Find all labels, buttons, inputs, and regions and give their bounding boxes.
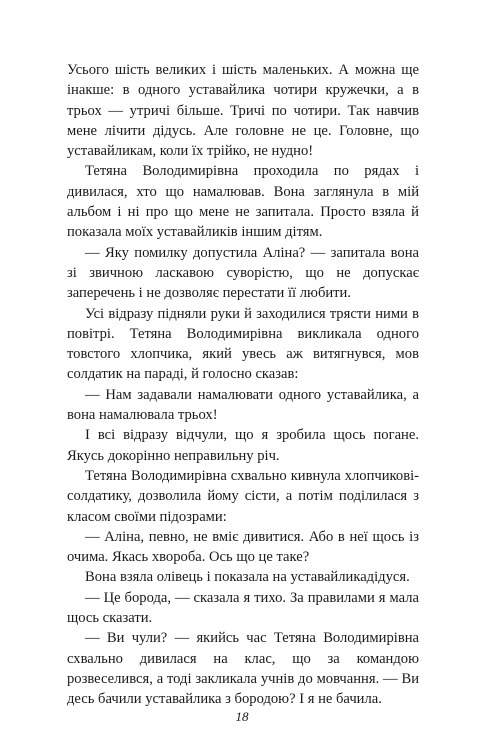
paragraph: — Яку помилку допустила Аліна? — запитала вона зі звичною ласкавою суворістю, що не допускає заперечень і не дозволяє перестати її любити. xyxy=(67,244,419,302)
paragraph: Тетяна Володимирівна схвально кивнула хлопчикові-солдатику, дозволила йому сісти, а потім поділилася з класом своїми підозрами: xyxy=(67,467,419,525)
paragraph: Усі відразу підняли руки й заходилися трясти ними в повітрі. Тетяна Володимирівна викликала одного товстого хлопчика, який увесь аж витягнувся, мов солдатик на параді, й голосно сказав: xyxy=(67,305,419,383)
paragraph: Вона взяла олівець і показала на уставайликадідуся. xyxy=(85,569,410,586)
paragraph: — Аліна, певно, не вміє дивитися. Або в неї щось із очима. Якась хвороба. Ось що це таке? xyxy=(67,528,419,566)
paragraph: — Ви чули? — якийсь час Тетяна Володимирівна схвально дивилася на клас, що за командою розвеселився, а тоді закликала учнів до мовчання. — Ви десь бачили уставайлика з бородою? І я не бачила. xyxy=(67,630,419,708)
body-text xyxy=(67,60,419,710)
paragraph: Усього шість великих і шість маленьких. А можна ще інакше: в одного уставайлика чотири кружечки, а в трьох — утричі більше. Тричі по чотири. Так навчив мене лічити дідусь. Але головне не це. Головне, що уставайликам, коли їх трійко, не нудно! xyxy=(67,62,419,160)
paragraph: — Нам задавали намалювати одного уставайлика, а вона намалювала трьох! xyxy=(67,386,419,424)
paragraph: — Це борода, — сказала я тихо. За правилами я мала щось сказати. xyxy=(67,589,419,627)
paragraph: І всі відразу відчули, що я зробила щось погане. Якусь докорінно неправильну річ. xyxy=(67,427,419,464)
paragraph: Тетяна Володимирівна проходила по рядах і дивилася, хто що намалював. Вона заглянула в мій альбом і ні про що мене не запитала. Просто взяла й показала моїх уставайликів іншим дітям. xyxy=(67,163,419,241)
page-number: 18 xyxy=(235,709,249,724)
